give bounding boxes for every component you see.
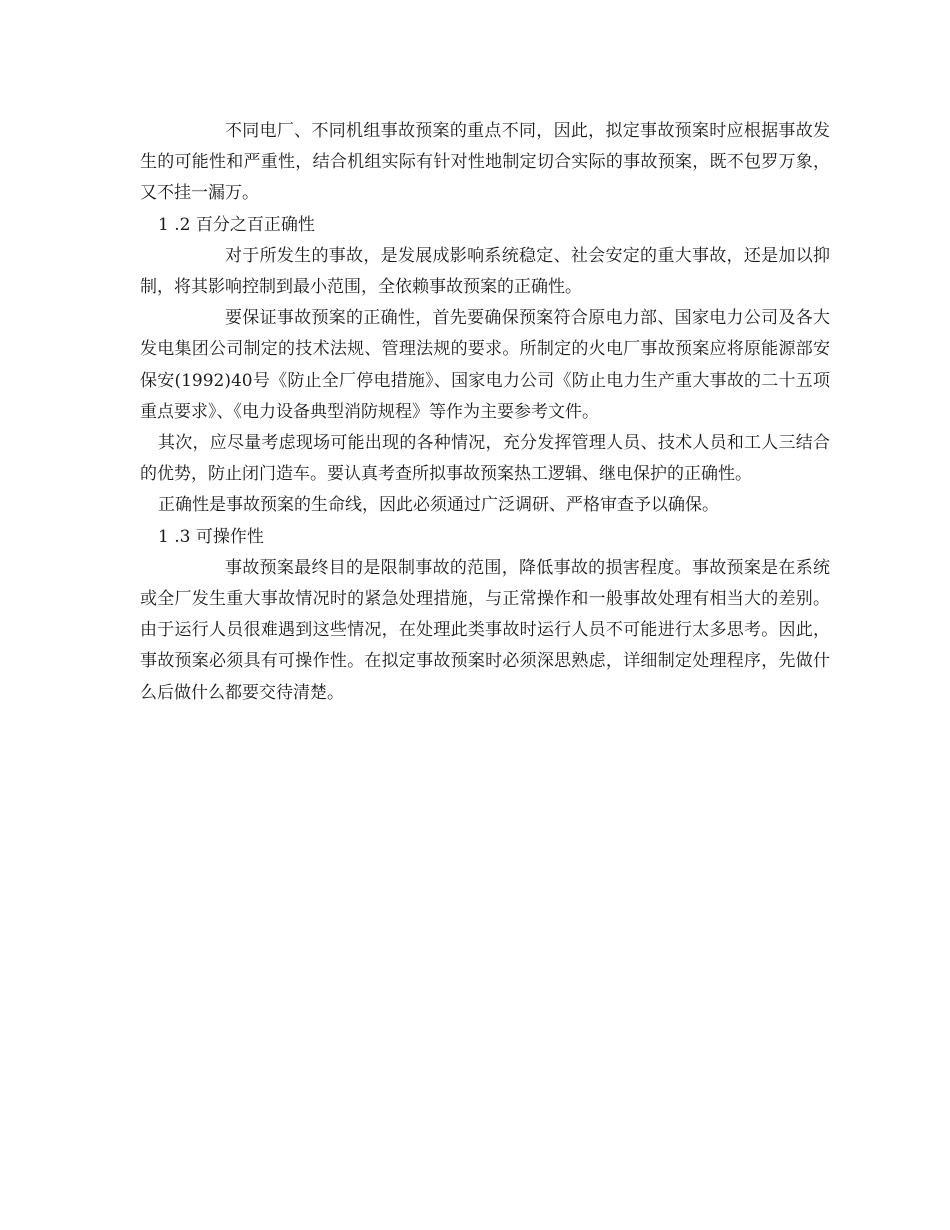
paragraph-operability: 事故预案最终目的是限制事故的范围，降低事故的损害程度。事故预案是在系统或全厂发生重大事故情况时的紧急处理措施，与正常操作和一般事故处理有相当大的差别。由于运行人员很难遇到这些情况，在处理此类事故时运行人员不可能进行太多思考。因此，事故预案必须具有可操作性。在拟定事故预案时必须深思熟虑，详细制定处理程序，先做什么后做什么都要交待清楚。 <box>140 557 830 703</box>
paragraph-lifeline: 正确性是事故预案的生命线，因此必须通过广泛调研、严格审查予以确保。 <box>158 495 719 516</box>
paragraph-correctness-intro: 对于所发生的事故，是发展成影响系统稳定、社会安定的重大事故，还是加以抑制，将其影响控制到最小范围，全依赖事故预案的正确性。 <box>140 245 830 298</box>
document-body <box>140 116 830 709</box>
section-heading-1-2: 1 .2 百分之百正确性 <box>158 214 315 235</box>
paragraph-regulations: 要保证事故预案的正确性，首先要确保预案符合原电力部、国家电力公司及各大发电集团公司制定的技术法规、管理法规的要求。所制定的火电厂事故预案应将原能源部安保安(1992)40号《防止全厂停电措施》、国家电力公司《防止电力生产重大事故的二十五项重点要求》、《电力设备典型消防规程》等作为主要参考文件。 <box>140 308 830 422</box>
paragraph-site-conditions: 其次，应尽量考虑现场可能出现的各种情况，充分发挥管理人员、技术人员和工人三结合的优势，防止闭门造车。要认真考查所拟事故预案热工逻辑、继电保护的正确性。 <box>140 433 830 485</box>
paragraph-key-points: 不同电厂、不同机组事故预案的重点不同，因此，拟定事故预案时应根据事故发生的可能性和严重性，结合机组实际有针对性地制定切合实际的事故预案，既不包罗万象，又不挂一漏万。 <box>140 121 830 204</box>
section-heading-1-3: 1 .3 可操作性 <box>158 526 264 547</box>
